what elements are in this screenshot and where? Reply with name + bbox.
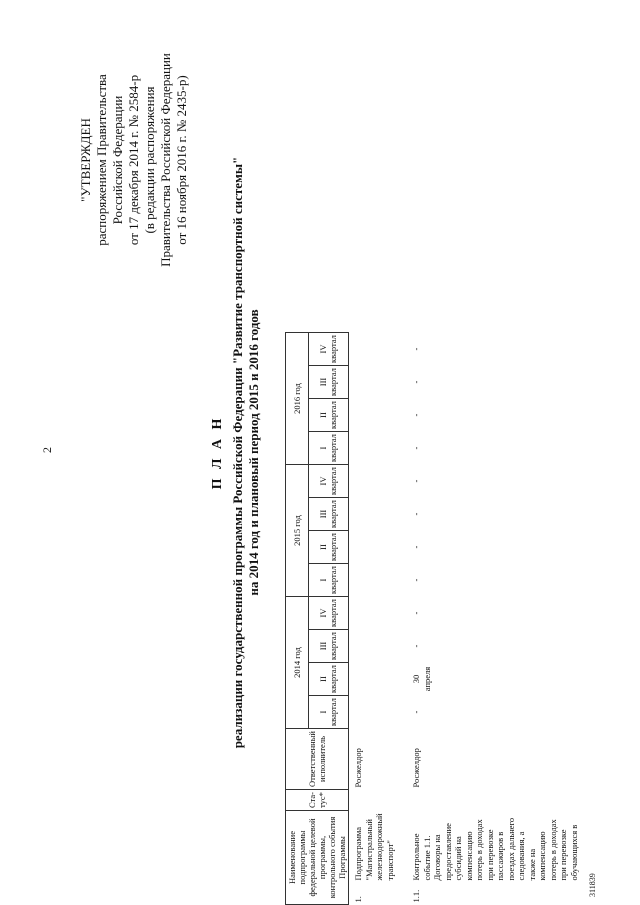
quarter-cell: - — [411, 479, 421, 483]
quarter-cell: - — [411, 545, 421, 549]
row-status — [349, 790, 410, 811]
approval-line: Российской Федерации — [110, 95, 125, 225]
header-quarter: IV квартал — [308, 333, 348, 366]
plan-subtitle-line: на 2014 год и плановый период 2015 и 2016 годов — [246, 309, 261, 596]
row-number: 1. — [353, 896, 363, 903]
header-quarter: IV квартал — [308, 465, 348, 498]
header-quarter: I квартал — [308, 696, 348, 729]
quarter-cell — [349, 366, 410, 399]
quarter-cell — [349, 564, 410, 597]
quarter-cell — [349, 696, 410, 729]
row-name: Подпрограмма "Магистральный железнодорожный транспорт" — [353, 813, 395, 881]
header-status: Ста-тус* — [286, 790, 349, 811]
approval-line: распоряжением Правительства — [94, 74, 109, 246]
row-status — [409, 790, 581, 811]
approval-stamp — [78, 15, 190, 305]
quarter-cell: - — [411, 710, 421, 714]
header-quarter: IV квартал — [308, 597, 348, 630]
approval-line: "УТВЕРЖДЕН — [78, 118, 93, 202]
quarter-cell: - — [411, 413, 421, 417]
quarter-cell: - — [411, 380, 421, 384]
plan-title: П Л А Н — [210, 415, 225, 490]
table-row — [349, 333, 410, 905]
quarter-cell: - — [411, 446, 421, 450]
quarter-cell: - — [411, 611, 421, 615]
approval-line: от 17 декабря 2014 г. № 2584-р — [126, 74, 141, 246]
quarter-cell — [349, 498, 410, 531]
approval-line: от 16 ноября 2016 г. № 2435-р) — [174, 75, 189, 245]
quarter-cell: - — [411, 347, 421, 351]
row-number: 1.1. — [411, 889, 421, 903]
quarter-cell: - — [411, 644, 421, 648]
plan-table — [285, 332, 581, 905]
approval-line: (в редакции распоряжения — [142, 86, 157, 234]
row-responsible: Росжелдор — [353, 748, 363, 788]
quarter-cell: 30 апреля — [411, 666, 432, 692]
plan-subtitle-line: реализации государственной программы Российской Федерации "Развитие транспортной системы" — [230, 156, 245, 749]
table-row — [409, 333, 581, 905]
row-responsible: Росжелдор — [411, 748, 421, 788]
header-quarter: II квартал — [308, 399, 348, 432]
header-quarter: III квартал — [308, 366, 348, 399]
quarter-cell — [349, 531, 410, 564]
quarter-cell — [349, 630, 410, 663]
quarter-cell — [349, 597, 410, 630]
quarter-cell — [349, 432, 410, 465]
header-year: 2014 год — [286, 597, 309, 729]
quarter-cell: - — [411, 578, 421, 582]
quarter-cell: - — [411, 512, 421, 516]
quarter-cell — [349, 333, 410, 366]
header-quarter: I квартал — [308, 564, 348, 597]
approval-line: Правительства Российской Федерации — [158, 53, 173, 267]
header-year: 2015 год — [286, 465, 309, 597]
header-name: Наименование подпрограммы федеральной целевой программы, контрольного события Программы — [286, 811, 349, 905]
header-responsible: Ответственный исполнитель — [286, 729, 349, 790]
quarter-cell — [349, 465, 410, 498]
header-quarter: II квартал — [308, 531, 348, 564]
plan-subtitle — [230, 0, 262, 905]
page-number: 2 — [40, 447, 54, 453]
header-quarter: III квартал — [308, 630, 348, 663]
quarter-cell — [349, 663, 410, 696]
header-quarter: II квартал — [308, 663, 348, 696]
document-id: 311839 — [588, 873, 597, 897]
quarter-cell — [349, 399, 410, 432]
header-quarter: I квартал — [308, 432, 348, 465]
row-name: Контрольное событие 1.1. Договоры на предоставление субсидий на компенсацию потерь в доходах при перевозке пассажиров в поездах дальнего следования, а также на компенсацию потерь в доходах при перевозке обучающихся в — [411, 817, 579, 881]
header-quarter: III квартал — [308, 498, 348, 531]
header-year: 2016 год — [286, 333, 309, 465]
